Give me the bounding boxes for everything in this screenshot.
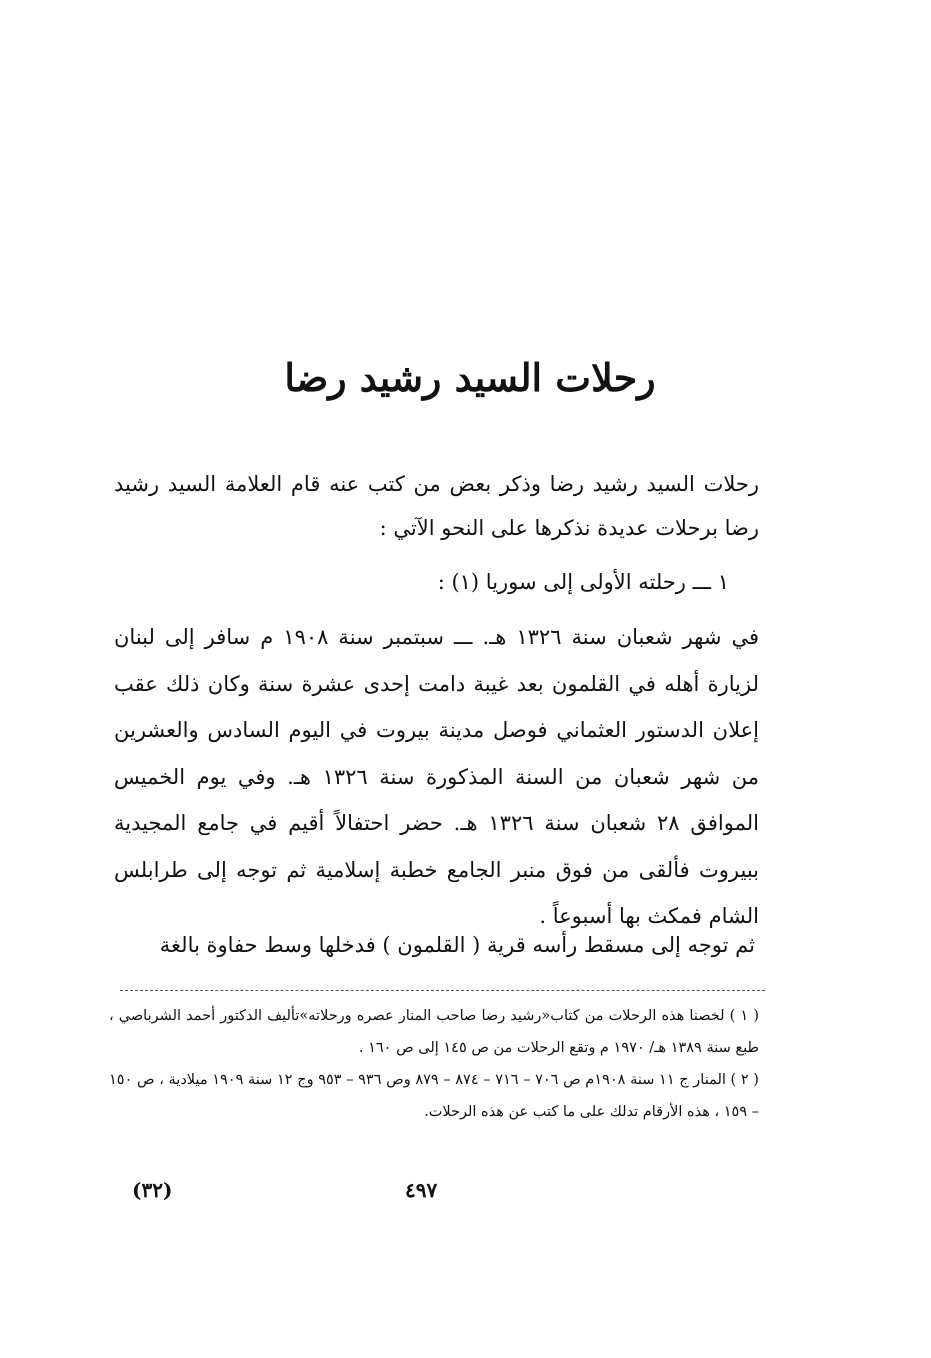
signature-number: (٣٢) [132,1178,173,1202]
body-paragraph-1: في شهر شعبان سنة ١٣٢٦ هـ. ـــ سبتمبر سنة ١٩٠٨ م سافر إلى لبنان لزيارة أهله في القلمون بعد غيبة دامت إحدى عشرة سنة وكان ذلك عقب إعلان الدستور العثماني فوصل مدينة بيروت في اليوم السادس والعشرين من شهر شعبان من السنة المذكورة سنة ١٣٢٦ هـ. وفي يوم الخميس الموافق ٢٨ شعبان سنة ١٣٢٦ هـ. حضر احتفالاً أقيم في جامع المجيدية ببيروت فألقى من فوق منبر الجامع خطبة إسلامية ثم توجه إلى طرابلس الشام فمكث بها أسبوعاً . [114,625,760,928]
body-paragraph-2: ثم توجه إلى مسقط رأسه قرية ( القلمون ) فدخلها وسط حفاوة بالغة [159,933,755,957]
page-title: رحلات السيد رشيد رضا [284,355,656,400]
page-number: ٤٩٧ [405,1178,438,1202]
intro-paragraph: رحلات السيد رشيد رضا وذكر بعض من كتب عنه قام العلامة السيد رشيد رضا برحلات عديدة نذكرها على النحو الآتي : [114,472,759,540]
section-heading: ١ ـــ رحلته الأولى إلى سوريا (١) : [437,570,729,594]
footnote-2: ( ٢ ) المنار ج ١١ سنة ١٩٠٨م ص ٧٠٦ – ٧١٦ – ٨٧٤ – ٨٧٩ وص ٩٣٦ – ٩٥٣ وج ١٢ سنة ١٩٠٩ ميلادية ، ص ١٥٠ – ١٥٩ ، هذه الأرقام تدلك على ما كتب عن هذه الرحلات. [109,1072,759,1120]
footnote-1: ( ١ ) لخصنا هذه الرحلات من كتاب«رشيد رضا صاحب المنار عصره ورحلاته»تأليف الدكتور أحمد الشرباصي ، طبع سنة ١٣٨٩ هـ/ ١٩٧٠ م وتقع الرحلات من ص ١٤٥ إلى ص ١٦٠ . [109,1008,759,1056]
page-footer [0,1178,931,1218]
footnotes [109,1000,759,1128]
footnote-divider [120,990,765,991]
